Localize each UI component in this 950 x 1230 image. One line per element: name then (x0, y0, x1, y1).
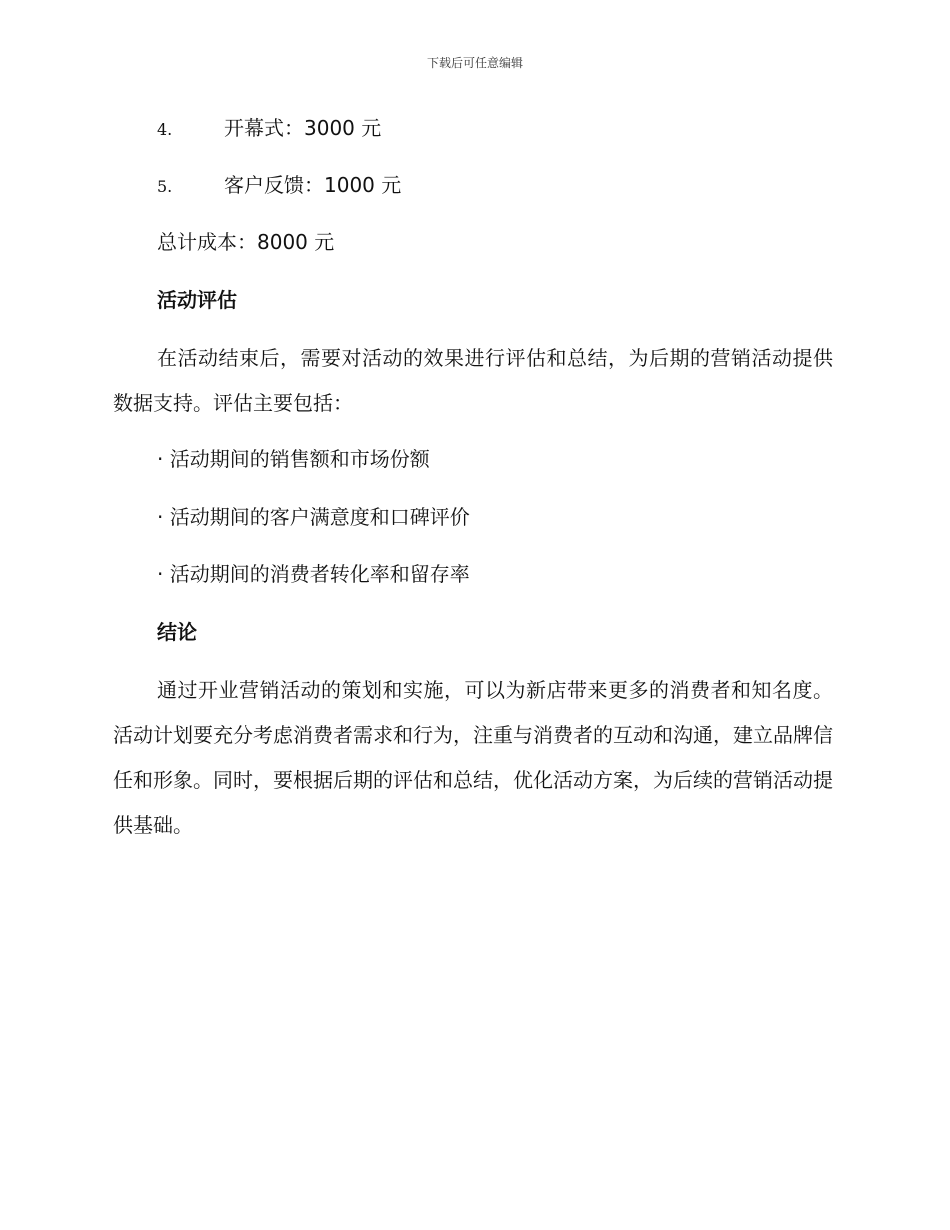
evaluation-paragraph: 在活动结束后，需要对活动的效果进行评估和总结，为后期的营销活动提供数据支持。评估主要包括： (113, 346, 833, 415)
page-header: 下载后可任意编辑 (426, 56, 523, 70)
cost-item-number: 4. (157, 120, 173, 139)
section-heading-evaluation: 活动评估 (157, 288, 237, 312)
evaluation-bullet: · 活动期间的销售额和市场份额 (157, 447, 430, 471)
cost-item-text: 开幕式：3000 元 (224, 116, 382, 140)
conclusion-paragraph: 通过开业营销活动的策划和实施，可以为新店带来更多的消费者和知名度。活动计划要充分考虑消费者需求和行为，注重与消费者的互动和沟通，建立品牌信任和形象。同时，要根据后期的评估和总结，优化活动方案，为后续的营销活动提供基础。 (113, 678, 833, 837)
evaluation-bullet: · 活动期间的客户满意度和口碑评价 (157, 505, 470, 529)
section-heading-conclusion: 结论 (157, 620, 197, 644)
cost-item-text: 客户反馈：1000 元 (224, 173, 402, 197)
evaluation-bullet: · 活动期间的消费者转化率和留存率 (157, 562, 470, 586)
cost-item-number: 5. (157, 177, 173, 196)
total-cost: 总计成本：8000 元 (157, 230, 335, 254)
